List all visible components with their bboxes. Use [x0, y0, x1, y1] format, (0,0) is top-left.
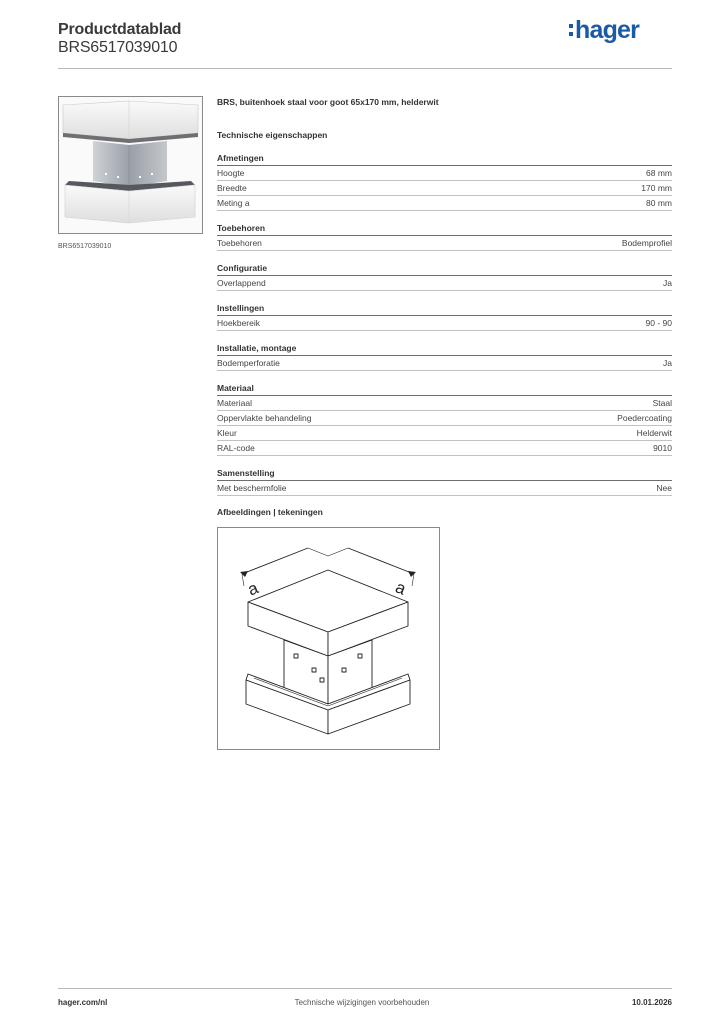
spec-row [217, 426, 672, 441]
spec-label: Meting a [217, 198, 250, 208]
section-title: Materiaal [217, 383, 672, 396]
section-title: Configuratie [217, 263, 672, 276]
section-configuratie [217, 263, 672, 291]
spec-row [217, 316, 672, 331]
spec-label: Hoogte [217, 168, 245, 178]
footer-disclaimer: Technische wijzigingen voorbehouden [294, 998, 430, 1007]
spec-row [217, 276, 672, 291]
footer-divider [58, 988, 672, 989]
spec-label: Hoekbereik [217, 318, 260, 328]
spec-row [217, 196, 672, 211]
spec-value: Staal [652, 398, 672, 408]
dimension-label-a-right: a [392, 577, 409, 599]
section-afmetingen [217, 153, 672, 211]
spec-value: Bodemprofiel [621, 238, 672, 248]
spec-label: Kleur [217, 428, 237, 438]
spec-label: Bodemperforatie [217, 358, 280, 368]
spec-row [217, 441, 672, 456]
spec-label: RAL-code [217, 443, 255, 453]
spec-value: Helderwit [636, 428, 672, 438]
spec-row [217, 481, 672, 496]
spec-label: Met beschermfolie [217, 483, 287, 493]
section-samenstelling [217, 468, 672, 496]
spec-value: 170 mm [641, 183, 672, 193]
product-code: BRS6517039010 [58, 39, 178, 56]
product-description: BRS, buitenhoek staal voor goot 65x170 mm, helderwit [217, 97, 439, 107]
tech-properties-heading: Technische eigenschappen [217, 130, 328, 140]
product-photo [58, 96, 203, 234]
spec-label: Toebehoren [217, 238, 262, 248]
spec-value: Ja [663, 358, 672, 368]
spec-row [217, 411, 672, 426]
spec-row [217, 356, 672, 371]
footer-date: 10.01.2026 [631, 998, 672, 1007]
page-title: Productdatablad [58, 21, 182, 38]
spec-row [217, 396, 672, 411]
spec-value: 80 mm [646, 198, 672, 208]
section-title: Instellingen [217, 303, 672, 316]
section-title: Toebehoren [217, 223, 672, 236]
spec-row [217, 236, 672, 251]
spec-value: 68 mm [646, 168, 672, 178]
photo-caption: BRS6517039010 [58, 243, 112, 250]
spec-row [217, 166, 672, 181]
section-materiaal [217, 383, 672, 456]
dimension-label-a-left: a [245, 578, 261, 600]
spec-label: Oppervlakte behandeling [217, 413, 312, 423]
spec-value: Poedercoating [617, 413, 672, 423]
logo-text: hager [575, 16, 640, 44]
section-title: Installatie, montage [217, 343, 672, 356]
footer-website[interactable]: hager.com/nl [58, 998, 108, 1007]
section-title: Afmetingen [217, 153, 672, 166]
spec-label: Materiaal [217, 398, 252, 408]
spec-row [217, 181, 672, 196]
spec-value: Ja [663, 278, 672, 288]
spec-value: Nee [656, 483, 672, 493]
spec-label: Overlappend [217, 278, 266, 288]
section-instellingen [217, 303, 672, 331]
spec-value: 90 - 90 [645, 318, 672, 328]
section-title: Samenstelling [217, 468, 672, 481]
hager-logo [566, 13, 658, 52]
section-toebehoren [217, 223, 672, 251]
images-heading: Afbeeldingen | tekeningen [217, 507, 323, 517]
section-installatie [217, 343, 672, 371]
spec-label: Breedte [217, 183, 247, 193]
spec-table [217, 96, 672, 496]
spec-value: 9010 [653, 443, 672, 453]
technical-drawing [217, 527, 440, 750]
header-divider [58, 68, 672, 69]
